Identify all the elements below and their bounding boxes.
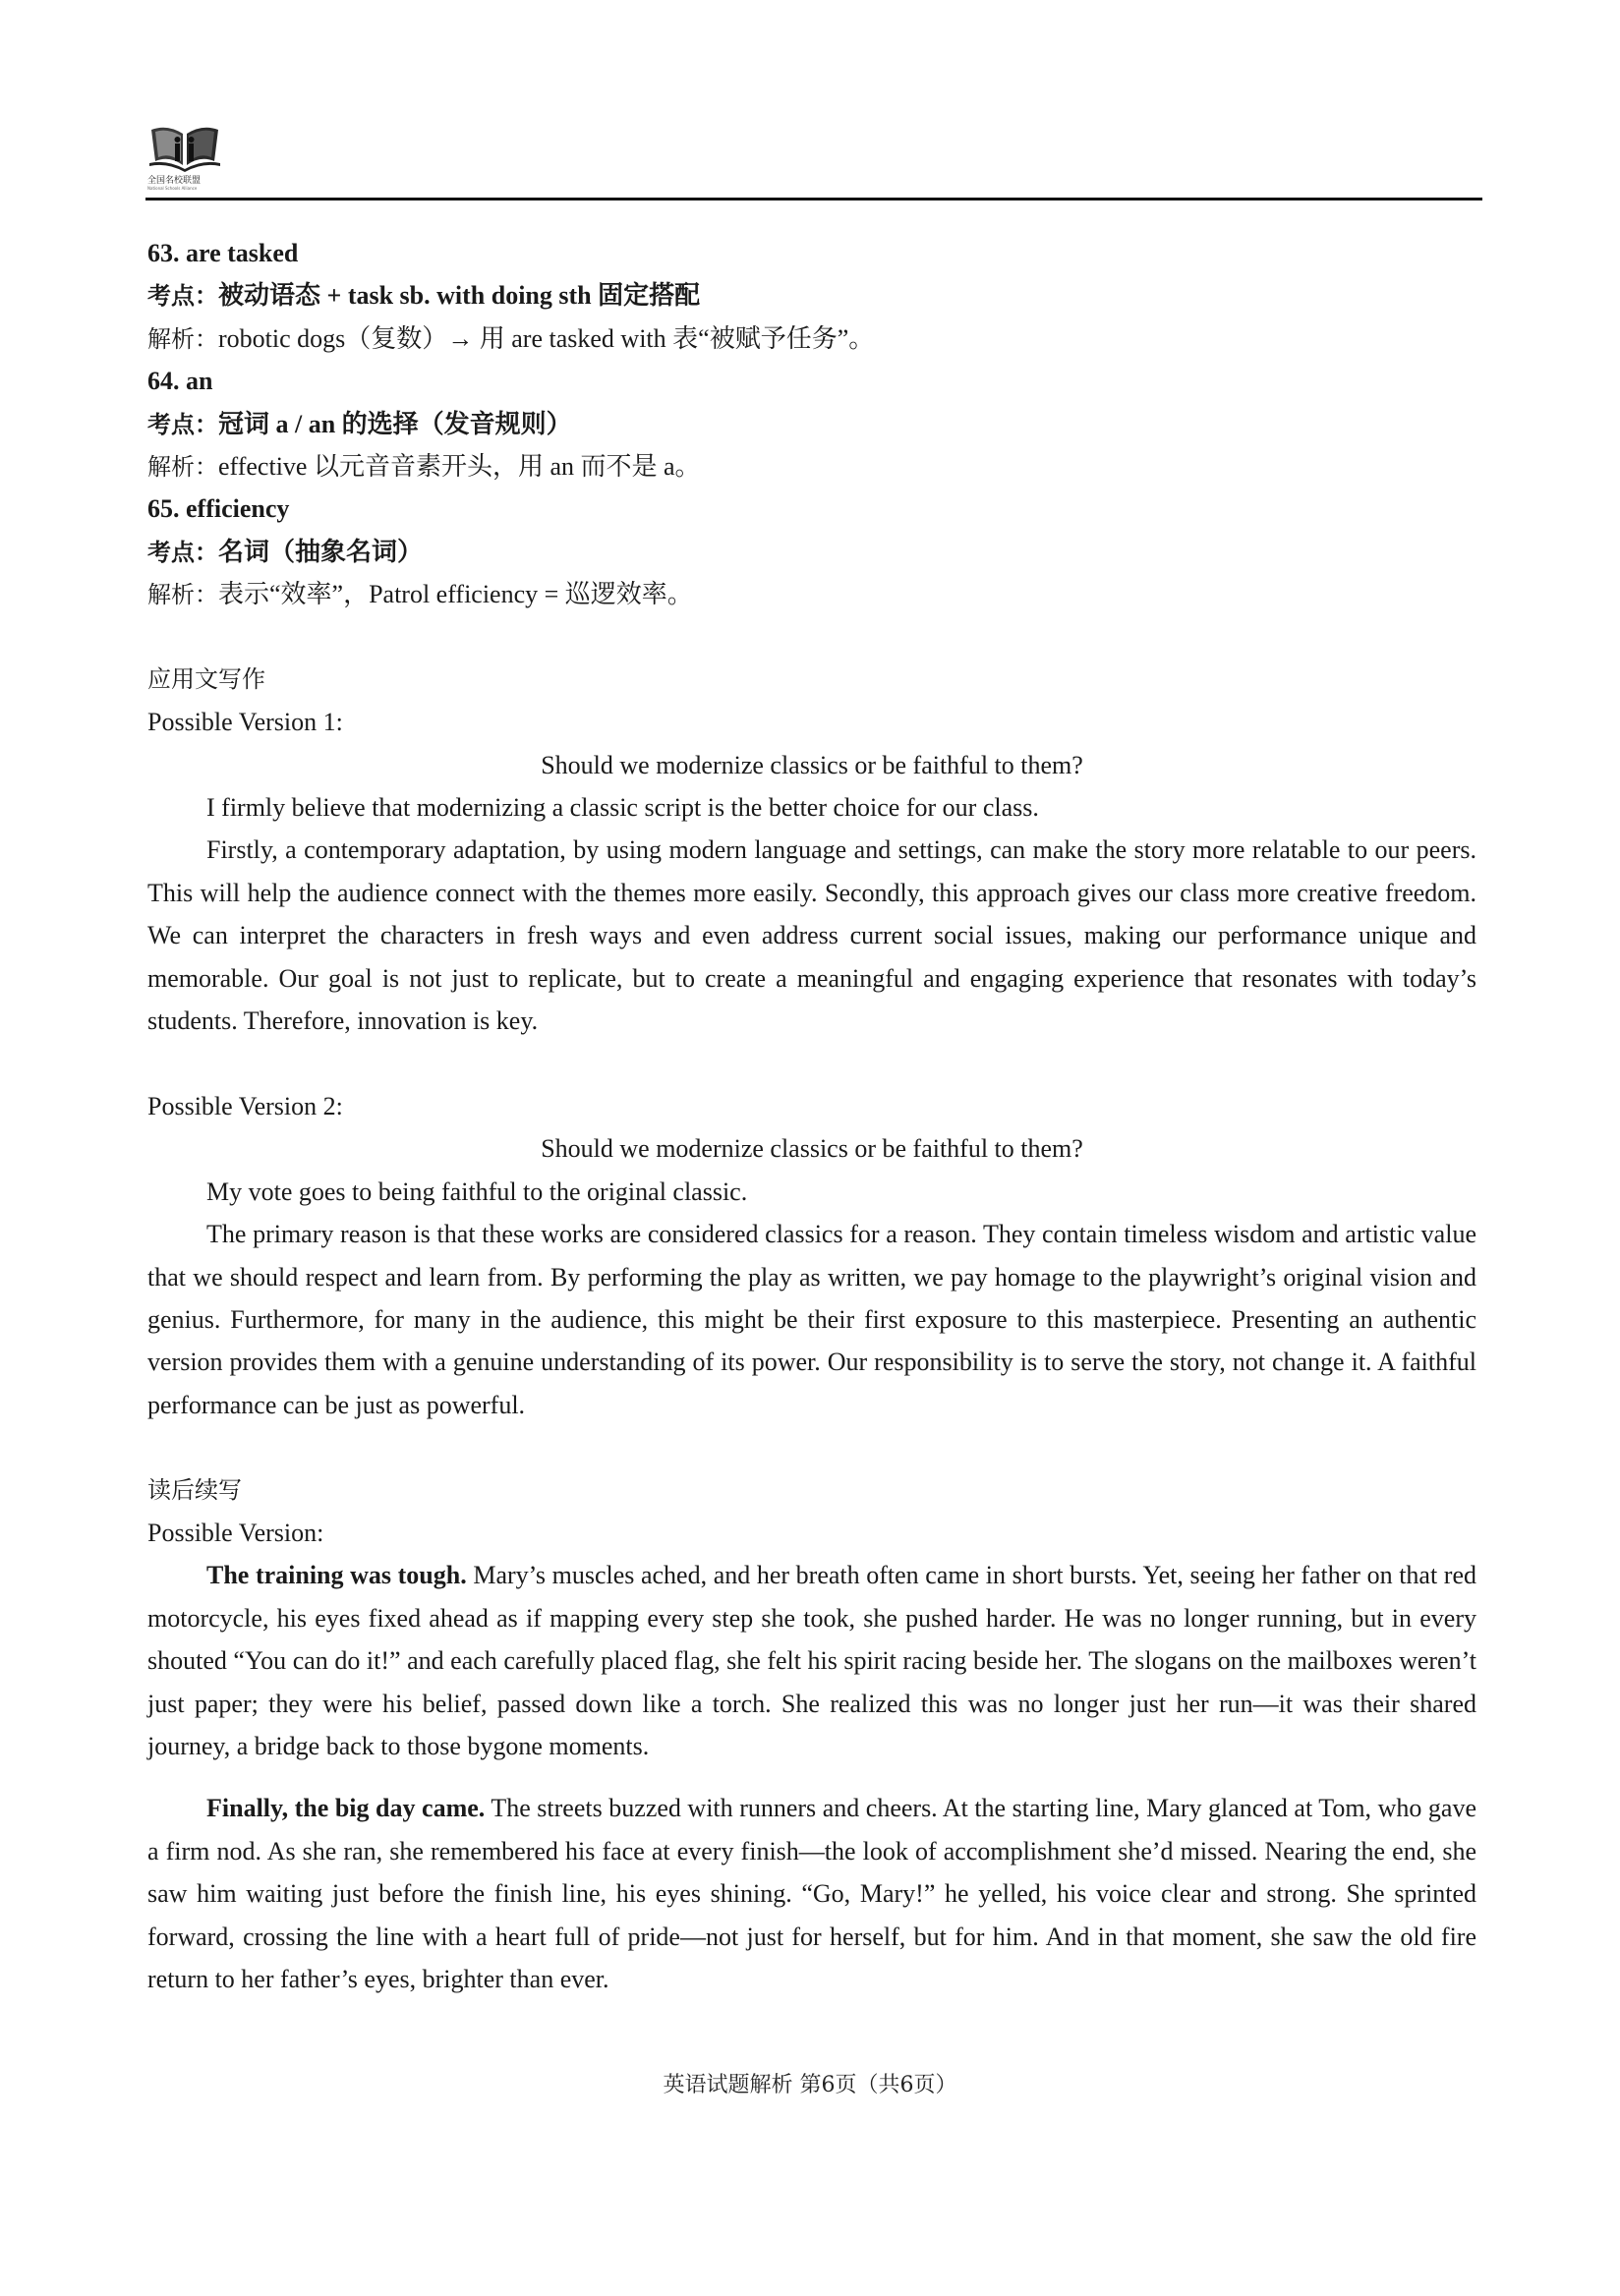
paragraph-lead: The training was tough. [206,1561,467,1590]
kaodian-label: 考点： [147,281,218,311]
section-heading: 应用文写作 [147,664,265,693]
jiexi-text: 表示“效率”，Patrol efficiency = 巡逻效率。 [218,580,693,609]
spacer [147,1043,1476,1085]
version-label: Possible Version 1: [147,708,343,737]
logo-english-text: National Schools Alliance [147,186,198,191]
answer-kaodian [147,274,1476,316]
essay-body [147,786,1476,1042]
spacer [147,616,1476,659]
section-writing [147,659,1476,1426]
document-body [147,232,1476,2000]
answer-jiexi [147,317,1476,360]
kaodian-text: 冠词 a / an 的选择（发音规则） [218,409,572,438]
answer-63 [147,232,1476,360]
essay-paragraph: The primary reason is that these works are considered classics for a reason. They contain timeless wisdom and artistic value that we should respect and learn from. By performing the play as written, we pay homage to the playwright’s original vision and genius. Furthermore, for many in the audience, this might be their first exposure to this masterpiece. Presenting an authentic version provides them with a genuine understanding of its power. Our responsibility is to serve the story, not change it. A faithful performance can be just as powerful. [147,1220,1476,1419]
answer-title: 64. an [147,367,213,396]
spacer [147,1426,1476,1468]
section-continuation [147,1469,1476,2001]
header-divider [145,198,1482,201]
essay-paragraph: My vote goes to being faithful to the original classic. [206,1177,748,1206]
answer-65 [147,488,1476,615]
kaodian-label: 考点： [147,537,218,566]
version-label: Possible Version: [147,1518,324,1547]
answer-title: 63. are tasked [147,239,299,267]
essay-title: Should we modernize classics or be faithful to them? [541,750,1083,779]
paragraph-text: Mary’s muscles ached, and her breath often came in short bursts. Yet, seeing her father on that red motorcycle, his eyes fixed ahead as if mapping every step she took, she pushed harder. He was no longer running, but in every shouted “You can do it!” and each carefully placed flag, she felt his spirit racing beside her. The slogans on the mailboxes weren’t just paper; they were his belief, passed down like a torch. She realized this was no longer just her run—it was their shared journey, a bridge back to those bygone moments. [147,1561,1476,1760]
kaodian-label: 考点： [147,409,218,438]
answer-64 [147,360,1476,488]
version-label: Possible Version 2: [147,1091,343,1120]
story-paragraph [147,1554,1476,1767]
answer-jiexi [147,573,1476,615]
alliance-logo [145,122,224,193]
answer-jiexi [147,445,1476,488]
answer-kaodian [147,531,1476,573]
jiexi-label: 解析： [147,581,218,609]
jiexi-text: effective 以元音音素开头，用 an 而不是 a。 [218,451,701,481]
page-footer: 英语试题解析 第6页（共6页） [663,2073,957,2097]
story-body [147,1554,1476,2000]
paragraph-text: The streets buzzed with runners and cheers. At the starting line, Mary glanced at Tom, who gave a firm nod. As she ran, she remembered his face at every finish—the look of accomplishment she’d missed. Nearing the end, she saw him waiting just before the finish line, his eyes shining. “Go, Mary!” he yelled, his voice clear and strong. She sprinted forward, crossing the line with a heart full of pride—not just for herself, but for him. And in that moment, she saw the old fire return to her father’s eyes, brighter than ever. [147,1794,1476,1993]
section-heading: 读后续写 [147,1475,242,1504]
story-paragraph [147,1787,1476,2000]
jiexi-label: 解析： [147,324,218,353]
book-logo-icon [145,122,224,173]
essay-title: Should we modernize classics or be faithful to them? [541,1134,1083,1164]
essay-paragraph: Firstly, a contemporary adaptation, by using modern language and settings, can make the story more relatable to our peers. This will help the audience connect with the themes more easily. Secondly, this approach gives our class more creative freedom. We can interpret the characters in fresh ways and even address current social issues, making our performance unique and memorable. Our goal is not just to replicate, but to create a meaningful and engaging experience that resonates with today’s students. Therefore, innovation is key. [147,835,1476,1036]
paragraph-lead: Finally, the big day came. [206,1794,486,1823]
kaodian-text: 名词（抽象名词） [218,537,424,566]
page-header [145,122,1482,201]
jiexi-label: 解析： [147,452,218,481]
jiexi-text: robotic dogs（复数）→ 用 are tasked with 表“被赋予任务”。 [218,323,875,353]
answer-title: 65. efficiency [147,494,290,524]
essay-paragraph: I firmly believe that modernizing a classic script is the better choice for our class. [206,793,1039,823]
logo-chinese-text: 全国名校联盟 [147,176,202,186]
answer-kaodian [147,403,1476,445]
spacer [147,1767,1476,1787]
essay-body [147,1171,1476,1426]
kaodian-text: 被动语态 + task sb. with doing sth 固定搭配 [218,281,701,311]
